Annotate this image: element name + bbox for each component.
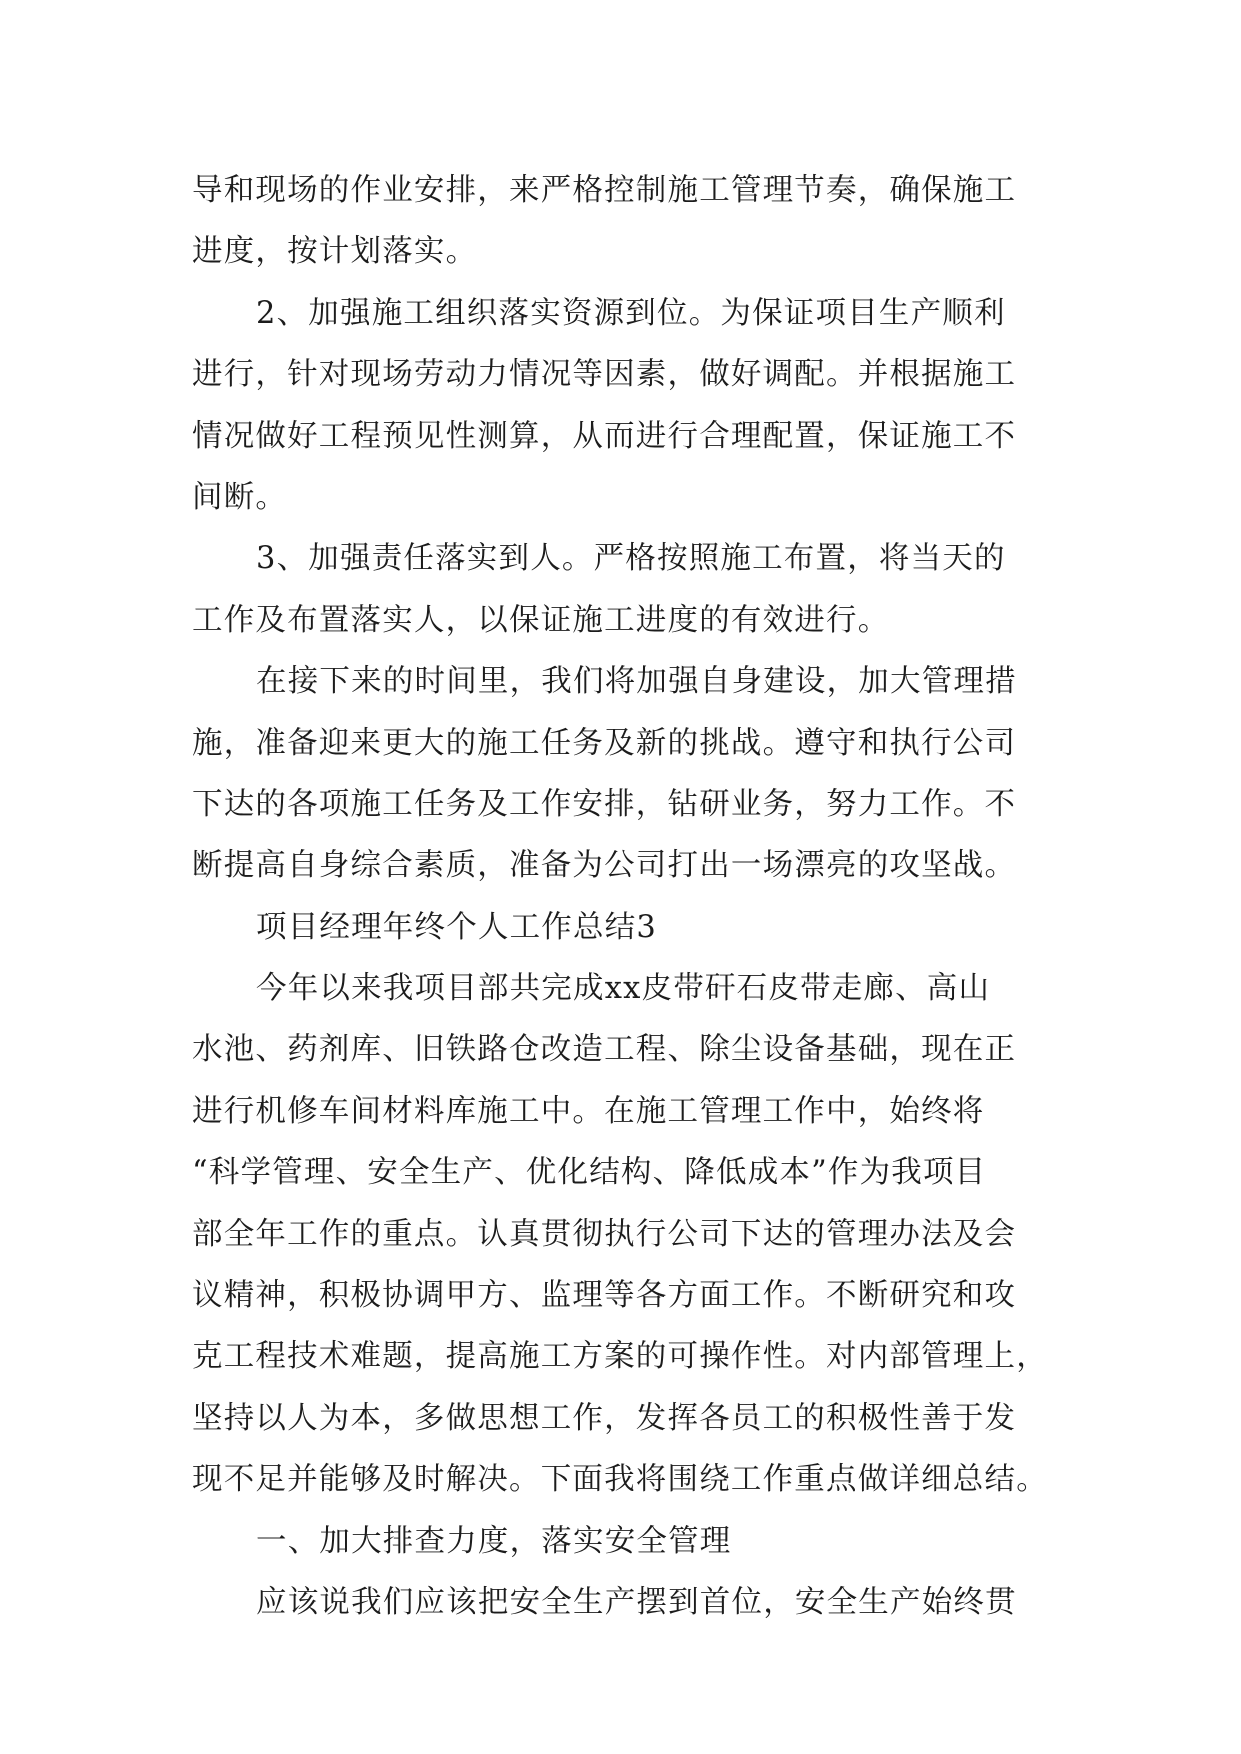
text-line: 下达的各项施工任务及工作安排，钻研业务，努力工作。不 [192, 786, 1017, 822]
document-page [192, 160, 1052, 1633]
text-line: 水池、药剂库、旧铁路仓改造工程、除尘设备基础，现在正 [192, 1032, 1017, 1068]
text-line: 施，准备迎来更大的施工任务及新的挑战。遵守和执行公司 [192, 725, 1017, 761]
text-line: 导和现场的作业安排，来严格控制施工管理节奏，确保施工 [192, 173, 1017, 208]
text-line: 断提高自身综合素质，准备为公司打出一场漂亮的攻坚战。 [192, 848, 1017, 884]
text-line: 克工程技术难题，提高施工方案的可操作性。对内部管理上， [192, 1339, 1048, 1375]
text-line: 2、加强施工组织落实资源到位。为保证项目生产顺利 [256, 295, 1006, 331]
text-line: 工作及布置落实人，以保证施工进度的有效进行。 [192, 602, 890, 638]
section-heading: 一、加大排查力度，落实安全管理 [256, 1523, 732, 1559]
text-line: 间断。 [192, 479, 288, 515]
text-line: 今年以来我项目部共完成xx皮带矸石皮带走廊、高山 [256, 971, 991, 1007]
text-line: 进度，按计划落实。 [192, 234, 478, 270]
text-line: 现不足并能够及时解决。下面我将围绕工作重点做详细总结。 [192, 1462, 1048, 1498]
text-line: 议精神，积极协调甲方、监理等各方面工作。不断研究和攻 [192, 1278, 1017, 1314]
text-line: 应该说我们应该把安全生产摆到首位，安全生产始终贯 [256, 1584, 1017, 1620]
text-line: 部全年工作的重点。认真贯彻执行公司下达的管理办法及会 [192, 1216, 1017, 1252]
text-line: “科学管理、安全生产、优化结构、降低成本”作为我项目 [192, 1155, 987, 1191]
text-line: 3、加强责任落实到人。严格按照施工布置，将当天的 [256, 541, 1006, 577]
text-line: 在接下来的时间里，我们将加强自身建设，加大管理措 [256, 664, 1017, 700]
text-line: 进行，针对现场劳动力情况等因素，做好调配。并根据施工 [192, 357, 1017, 393]
text-line: 情况做好工程预见性测算，从而进行合理配置，保证施工不 [192, 418, 1017, 454]
section-heading: 项目经理年终个人工作总结3 [256, 909, 658, 945]
text-line: 坚持以人为本，多做思想工作，发挥各员工的积极性善于发 [192, 1400, 1017, 1436]
text-line: 进行机修车间材料库施工中。在施工管理工作中，始终将 [192, 1093, 985, 1129]
